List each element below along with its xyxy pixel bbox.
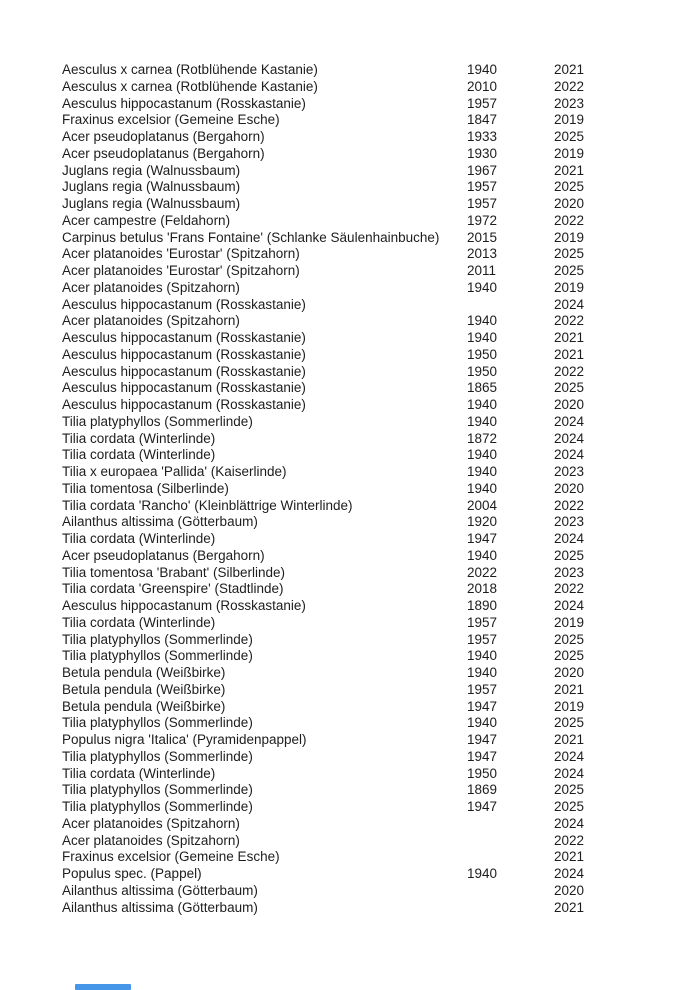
species-cell: Ailanthus altissima (Götterbaum) — [62, 882, 258, 898]
species-cell: Tilia x europaea 'Pallida' (Kaiserlinde) — [62, 464, 287, 479]
year-planted-cell: 1957 — [467, 631, 498, 647]
table-row — [0, 230, 700, 247]
year-planted-cell: 2011 — [467, 263, 497, 278]
table-row — [0, 598, 700, 615]
species-cell: Betula pendula (Weißbirke) — [62, 681, 226, 697]
year-planted-cell: 1940 — [467, 648, 498, 664]
species-cell: Fraxinus excelsior (Gemeine Esche) — [62, 112, 280, 128]
species-cell: Acer platanoides (Spitzahorn) — [62, 832, 240, 848]
table-row — [0, 732, 700, 749]
year-recorded-cell: 2025 — [554, 547, 585, 563]
year-recorded-cell: 2025 — [554, 715, 585, 731]
year-planted-cell: 1940 — [467, 413, 498, 429]
year-recorded-cell: 2023 — [554, 464, 585, 479]
year-planted-cell: 1940 — [467, 866, 498, 881]
year-planted-cell: 1947 — [467, 799, 498, 814]
species-cell: Aesculus hippocastanum (Rosskastanie) — [62, 363, 306, 379]
year-recorded-cell: 2024 — [554, 748, 585, 764]
year-recorded-cell: 2025 — [554, 129, 585, 144]
table-row — [0, 699, 700, 716]
year-recorded-cell: 2025 — [554, 179, 585, 195]
year-recorded-cell: 2021 — [554, 849, 585, 865]
table-row — [0, 213, 700, 230]
year-planted-cell: 2015 — [467, 229, 498, 245]
table-row — [0, 196, 700, 213]
species-cell: Juglans regia (Walnussbaum) — [62, 196, 241, 211]
table-row — [0, 481, 700, 498]
year-recorded-cell: 2023 — [554, 514, 585, 530]
table-row — [0, 715, 700, 732]
species-cell: Carpinus betulus 'Frans Fontaine' (Schlanke Säulenhainbuche) — [62, 229, 440, 245]
species-cell: Aesculus hippocastanum (Rosskastanie) — [62, 397, 306, 412]
year-planted-cell: 1967 — [467, 162, 498, 178]
table-row — [0, 263, 700, 280]
table-row — [0, 313, 700, 330]
species-cell: Tilia platyphyllos (Sommerlinde) — [62, 413, 253, 429]
year-planted-cell: 1940 — [467, 62, 498, 77]
tree-species-table — [0, 62, 700, 916]
year-planted-cell: 1940 — [467, 447, 498, 463]
table-row — [0, 129, 700, 146]
year-recorded-cell: 2024 — [554, 531, 585, 546]
year-recorded-cell: 2024 — [554, 815, 585, 831]
species-cell: Tilia cordata 'Greenspire' (Stadtlinde) — [62, 581, 284, 597]
year-planted-cell: 1940 — [467, 665, 498, 680]
year-planted-cell: 1940 — [467, 279, 498, 295]
year-recorded-cell: 2022 — [554, 313, 585, 329]
loading-progress-bar — [75, 984, 131, 990]
year-planted-cell: 2018 — [467, 581, 498, 597]
year-recorded-cell: 2024 — [554, 447, 585, 463]
table-row — [0, 782, 700, 799]
table-row — [0, 531, 700, 548]
year-recorded-cell: 2019 — [554, 614, 585, 630]
year-planted-cell: 1957 — [467, 179, 498, 195]
table-row — [0, 648, 700, 665]
species-cell: Ailanthus altissima (Götterbaum) — [62, 514, 258, 530]
table-row — [0, 380, 700, 397]
table-row — [0, 179, 700, 196]
table-row — [0, 431, 700, 448]
species-cell: Aesculus x carnea (Rotblühende Kastanie) — [62, 62, 318, 77]
year-planted-cell: 2004 — [467, 497, 498, 513]
year-recorded-cell: 2024 — [554, 866, 585, 881]
table-row — [0, 514, 700, 531]
year-recorded-cell: 2021 — [554, 899, 585, 915]
year-recorded-cell: 2025 — [554, 799, 585, 814]
species-cell: Acer campestre (Feldahorn) — [62, 212, 231, 228]
year-recorded-cell: 2019 — [554, 279, 585, 295]
year-planted-cell: 1940 — [467, 397, 498, 412]
year-planted-cell: 1947 — [467, 698, 498, 714]
species-cell: Betula pendula (Weißbirke) — [62, 665, 226, 680]
year-recorded-cell: 2025 — [554, 380, 585, 396]
year-planted-cell: 2022 — [467, 564, 498, 580]
table-row — [0, 163, 700, 180]
year-planted-cell: 1947 — [467, 748, 498, 764]
year-planted-cell: 1950 — [467, 765, 498, 781]
table-row — [0, 682, 700, 699]
species-cell: Tilia platyphyllos (Sommerlinde) — [62, 748, 253, 764]
year-planted-cell: 1947 — [467, 531, 498, 546]
table-row — [0, 866, 700, 883]
year-planted-cell: 1950 — [467, 346, 498, 362]
table-row — [0, 146, 700, 163]
species-cell: Aesculus hippocastanum (Rosskastanie) — [62, 296, 306, 312]
year-recorded-cell: 2020 — [554, 480, 585, 496]
table-row — [0, 347, 700, 364]
species-cell: Acer platanoides 'Eurostar' (Spitzahorn) — [62, 246, 300, 262]
year-recorded-cell: 2021 — [554, 162, 585, 178]
year-recorded-cell: 2025 — [554, 246, 585, 262]
year-planted-cell: 1920 — [467, 514, 498, 530]
table-row — [0, 615, 700, 632]
year-planted-cell: 1865 — [467, 380, 498, 396]
year-recorded-cell: 2025 — [554, 648, 585, 664]
species-cell: Tilia cordata (Winterlinde) — [62, 430, 216, 446]
year-planted-cell: 1957 — [467, 614, 498, 630]
table-row — [0, 280, 700, 297]
year-recorded-cell: 2023 — [554, 564, 585, 580]
table-row — [0, 766, 700, 783]
year-recorded-cell: 2020 — [554, 665, 585, 680]
species-cell: Acer platanoides 'Eurostar' (Spitzahorn) — [62, 263, 300, 278]
year-recorded-cell: 2025 — [554, 782, 585, 798]
year-recorded-cell: 2022 — [554, 212, 585, 228]
species-cell: Acer platanoides (Spitzahorn) — [62, 815, 240, 831]
year-recorded-cell: 2023 — [554, 95, 585, 111]
species-cell: Ailanthus altissima (Götterbaum) — [62, 899, 258, 915]
species-cell: Populus spec. (Pappel) — [62, 866, 202, 881]
species-cell: Acer platanoides (Spitzahorn) — [62, 279, 240, 295]
year-recorded-cell: 2024 — [554, 296, 585, 312]
year-recorded-cell: 2022 — [554, 78, 585, 94]
table-row — [0, 665, 700, 682]
species-cell: Aesculus hippocastanum (Rosskastanie) — [62, 598, 306, 613]
table-row — [0, 364, 700, 381]
species-cell: Fraxinus excelsior (Gemeine Esche) — [62, 849, 280, 865]
species-cell: Betula pendula (Weißbirke) — [62, 698, 226, 714]
table-row — [0, 464, 700, 481]
table-row — [0, 112, 700, 129]
species-cell: Tilia platyphyllos (Sommerlinde) — [62, 782, 253, 798]
year-recorded-cell: 2024 — [554, 765, 585, 781]
species-cell: Juglans regia (Walnussbaum) — [62, 162, 241, 178]
year-recorded-cell: 2021 — [554, 681, 585, 697]
table-row — [0, 498, 700, 515]
species-cell: Acer platanoides (Spitzahorn) — [62, 313, 240, 329]
table-row — [0, 749, 700, 766]
table-row — [0, 246, 700, 263]
table-row — [0, 581, 700, 598]
year-recorded-cell: 2019 — [554, 698, 585, 714]
year-recorded-cell: 2020 — [554, 882, 585, 898]
year-recorded-cell: 2024 — [554, 413, 585, 429]
table-row — [0, 62, 700, 79]
species-cell: Populus nigra 'Italica' (Pyramidenpappel) — [62, 732, 307, 747]
year-recorded-cell: 2022 — [554, 832, 585, 848]
table-row — [0, 548, 700, 565]
table-row — [0, 79, 700, 96]
species-cell: Tilia platyphyllos (Sommerlinde) — [62, 799, 253, 814]
species-cell: Tilia platyphyllos (Sommerlinde) — [62, 631, 253, 647]
year-recorded-cell: 2019 — [554, 229, 585, 245]
year-planted-cell: 1940 — [467, 330, 498, 345]
year-planted-cell: 1930 — [467, 145, 498, 161]
species-cell: Tilia cordata (Winterlinde) — [62, 614, 216, 630]
year-planted-cell: 1957 — [467, 681, 498, 697]
species-cell: Aesculus hippocastanum (Rosskastanie) — [62, 380, 306, 396]
year-planted-cell: 1940 — [467, 480, 498, 496]
table-row — [0, 96, 700, 113]
year-recorded-cell: 2022 — [554, 497, 585, 513]
year-planted-cell: 1957 — [467, 95, 498, 111]
year-recorded-cell: 2024 — [554, 430, 585, 446]
year-recorded-cell: 2021 — [554, 62, 585, 77]
table-row — [0, 397, 700, 414]
year-planted-cell: 2013 — [467, 246, 498, 262]
year-planted-cell: 1872 — [467, 430, 498, 446]
year-recorded-cell: 2020 — [554, 196, 585, 211]
year-planted-cell: 2010 — [467, 78, 498, 94]
year-planted-cell: 1940 — [467, 715, 498, 731]
year-planted-cell: 1847 — [467, 112, 498, 128]
species-cell: Juglans regia (Walnussbaum) — [62, 179, 241, 195]
species-cell: Tilia tomentosa 'Brabant' (Silberlinde) — [62, 564, 286, 580]
table-row — [0, 565, 700, 582]
table-row — [0, 297, 700, 314]
year-planted-cell: 1947 — [467, 732, 498, 747]
year-recorded-cell: 2022 — [554, 581, 585, 597]
species-cell: Tilia platyphyllos (Sommerlinde) — [62, 648, 253, 664]
table-row — [0, 447, 700, 464]
table-row — [0, 799, 700, 816]
year-planted-cell: 1940 — [467, 547, 498, 563]
species-cell: Aesculus hippocastanum (Rosskastanie) — [62, 330, 306, 345]
species-cell: Acer pseudoplatanus (Bergahorn) — [62, 547, 265, 563]
table-row — [0, 816, 700, 833]
year-planted-cell: 1972 — [467, 212, 498, 228]
year-recorded-cell: 2021 — [554, 346, 585, 362]
year-planted-cell: 1890 — [467, 598, 498, 613]
table-row — [0, 632, 700, 649]
year-planted-cell: 1869 — [467, 782, 498, 798]
species-cell: Tilia cordata (Winterlinde) — [62, 531, 216, 546]
year-recorded-cell: 2025 — [554, 631, 585, 647]
table-row — [0, 849, 700, 866]
year-planted-cell: 1940 — [467, 464, 498, 479]
year-recorded-cell: 2019 — [554, 145, 585, 161]
species-cell: Aesculus hippocastanum (Rosskastanie) — [62, 346, 306, 362]
year-planted-cell: 1957 — [467, 196, 498, 211]
species-cell: Tilia platyphyllos (Sommerlinde) — [62, 715, 253, 731]
species-cell: Tilia tomentosa (Silberlinde) — [62, 480, 229, 496]
table-row — [0, 414, 700, 431]
year-planted-cell: 1940 — [467, 313, 498, 329]
species-cell: Acer pseudoplatanus (Bergahorn) — [62, 129, 265, 144]
year-planted-cell: 1950 — [467, 363, 498, 379]
year-recorded-cell: 2021 — [554, 330, 585, 345]
table-row — [0, 883, 700, 900]
year-recorded-cell: 2020 — [554, 397, 585, 412]
species-cell: Tilia cordata (Winterlinde) — [62, 447, 216, 463]
year-recorded-cell: 2021 — [554, 732, 585, 747]
year-recorded-cell: 2022 — [554, 363, 585, 379]
table-row — [0, 900, 700, 917]
year-recorded-cell: 2024 — [554, 598, 585, 613]
table-row — [0, 833, 700, 850]
year-recorded-cell: 2019 — [554, 112, 585, 128]
species-cell: Tilia cordata 'Rancho' (Kleinblättrige Winterlinde) — [62, 497, 353, 513]
species-cell: Aesculus x carnea (Rotblühende Kastanie) — [62, 78, 318, 94]
table-row — [0, 330, 700, 347]
species-cell: Aesculus hippocastanum (Rosskastanie) — [62, 95, 306, 111]
species-cell: Acer pseudoplatanus (Bergahorn) — [62, 145, 265, 161]
species-cell: Tilia cordata (Winterlinde) — [62, 765, 216, 781]
year-planted-cell: 1933 — [467, 129, 498, 144]
year-recorded-cell: 2025 — [554, 263, 585, 278]
